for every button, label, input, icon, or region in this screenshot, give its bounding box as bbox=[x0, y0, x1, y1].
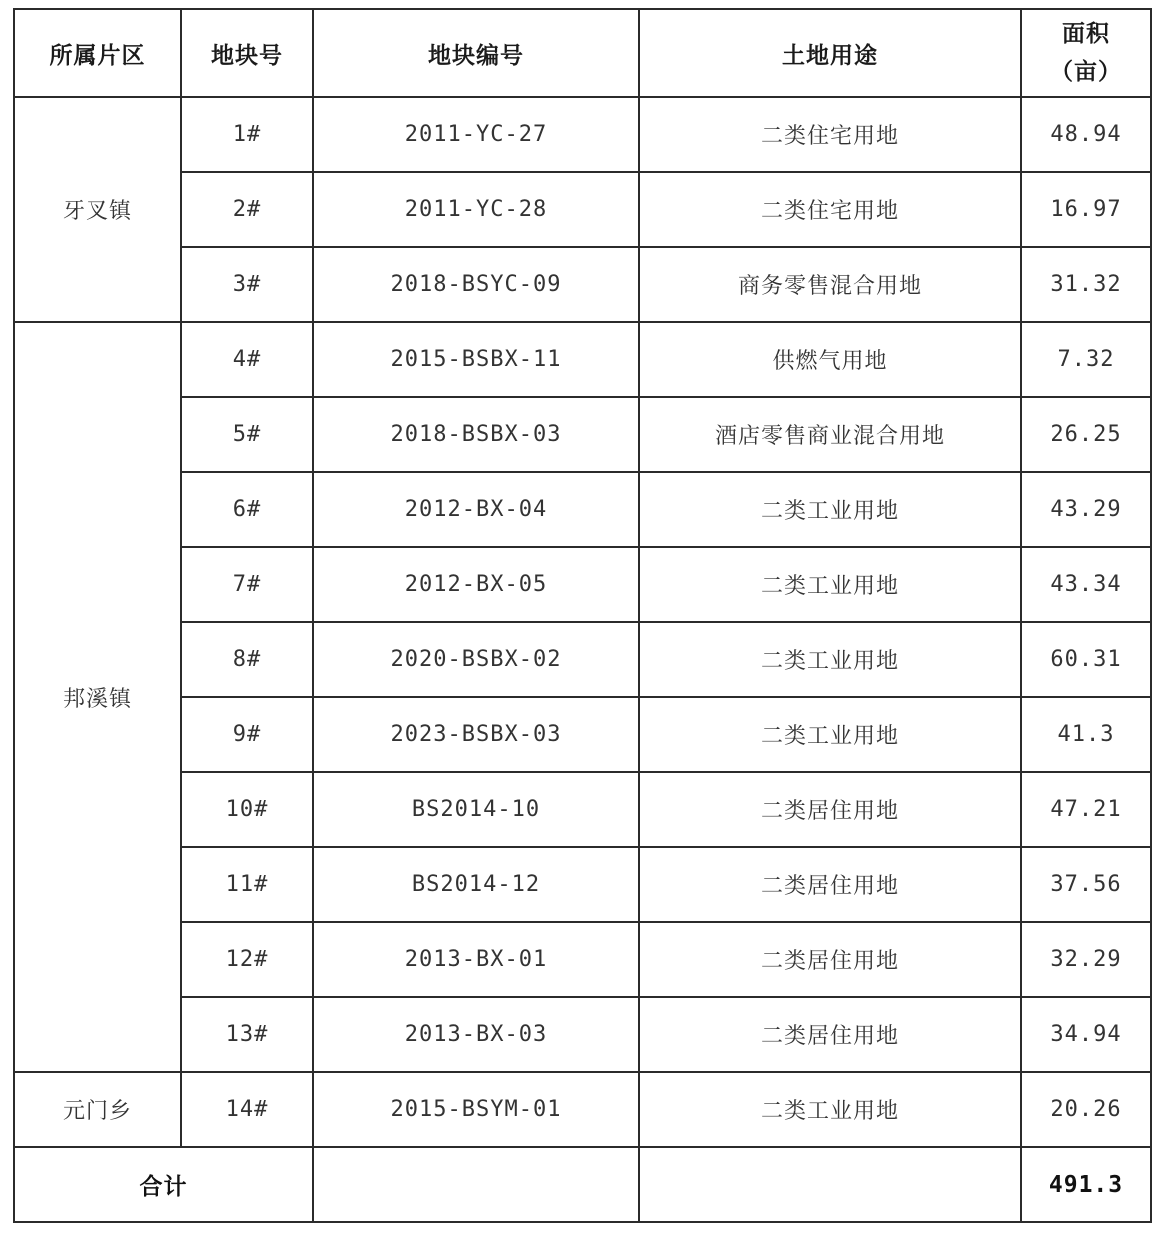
land-use-cell: 供燃气用地 bbox=[639, 322, 1021, 397]
table-row bbox=[14, 622, 1151, 697]
plot-no-cell: 14# bbox=[181, 1072, 313, 1147]
area-cell: 7.32 bbox=[1021, 322, 1151, 397]
land-use-cell: 二类住宅用地 bbox=[639, 172, 1021, 247]
land-use-cell: 酒店零售商业混合用地 bbox=[639, 397, 1021, 472]
header-area-label: 面积 bbox=[1062, 21, 1110, 47]
header-area bbox=[1021, 9, 1151, 97]
zone-cell: 邦溪镇 bbox=[14, 322, 181, 1072]
area-cell: 32.29 bbox=[1021, 922, 1151, 997]
plot-no-cell: 5# bbox=[181, 397, 313, 472]
plot-code-cell: 2011-YC-27 bbox=[313, 97, 639, 172]
land-use-cell: 二类住宅用地 bbox=[639, 97, 1021, 172]
area-cell: 43.34 bbox=[1021, 547, 1151, 622]
area-cell: 20.26 bbox=[1021, 1072, 1151, 1147]
table-row bbox=[14, 97, 1151, 172]
plot-no-cell: 3# bbox=[181, 247, 313, 322]
zone-cell: 元门乡 bbox=[14, 1072, 181, 1147]
zone-cell: 牙叉镇 bbox=[14, 97, 181, 322]
header-land-use: 土地用途 bbox=[639, 9, 1021, 97]
table-row bbox=[14, 472, 1151, 547]
land-use-cell: 二类工业用地 bbox=[639, 1072, 1021, 1147]
plot-code-cell: 2018-BSBX-03 bbox=[313, 397, 639, 472]
header-zone: 所属片区 bbox=[14, 9, 181, 97]
land-use-cell: 二类工业用地 bbox=[639, 697, 1021, 772]
land-use-cell: 二类居住用地 bbox=[639, 922, 1021, 997]
plot-no-cell: 1# bbox=[181, 97, 313, 172]
area-cell: 26.25 bbox=[1021, 397, 1151, 472]
total-empty-cell bbox=[313, 1147, 639, 1222]
table-row bbox=[14, 397, 1151, 472]
total-row bbox=[14, 1147, 1151, 1222]
area-cell: 60.31 bbox=[1021, 622, 1151, 697]
plot-code-cell: 2012-BX-04 bbox=[313, 472, 639, 547]
area-cell: 47.21 bbox=[1021, 772, 1151, 847]
table-row bbox=[14, 172, 1151, 247]
table-row bbox=[14, 772, 1151, 847]
plot-no-cell: 10# bbox=[181, 772, 313, 847]
land-use-cell: 商务零售混合用地 bbox=[639, 247, 1021, 322]
area-cell: 37.56 bbox=[1021, 847, 1151, 922]
plot-code-cell: BS2014-10 bbox=[313, 772, 639, 847]
header-plot-no: 地块号 bbox=[181, 9, 313, 97]
plot-code-cell: 2011-YC-28 bbox=[313, 172, 639, 247]
total-label: 合计 bbox=[14, 1147, 313, 1222]
area-cell: 16.97 bbox=[1021, 172, 1151, 247]
area-cell: 41.3 bbox=[1021, 697, 1151, 772]
plot-no-cell: 12# bbox=[181, 922, 313, 997]
plot-code-cell: 2020-BSBX-02 bbox=[313, 622, 639, 697]
plot-no-cell: 9# bbox=[181, 697, 313, 772]
plot-code-cell: 2013-BX-01 bbox=[313, 922, 639, 997]
land-plot-table bbox=[13, 8, 1152, 1223]
plot-code-cell: BS2014-12 bbox=[313, 847, 639, 922]
land-use-cell: 二类居住用地 bbox=[639, 847, 1021, 922]
land-use-cell: 二类居住用地 bbox=[639, 997, 1021, 1072]
area-cell: 43.29 bbox=[1021, 472, 1151, 547]
land-plot-table-container bbox=[13, 8, 1152, 1223]
plot-no-cell: 7# bbox=[181, 547, 313, 622]
total-empty-cell bbox=[639, 1147, 1021, 1222]
plot-code-cell: 2013-BX-03 bbox=[313, 997, 639, 1072]
plot-no-cell: 8# bbox=[181, 622, 313, 697]
plot-code-cell: 2018-BSYC-09 bbox=[313, 247, 639, 322]
land-use-cell: 二类居住用地 bbox=[639, 772, 1021, 847]
area-cell: 34.94 bbox=[1021, 997, 1151, 1072]
table-row bbox=[14, 322, 1151, 397]
table-row bbox=[14, 847, 1151, 922]
plot-no-cell: 4# bbox=[181, 322, 313, 397]
table-row bbox=[14, 997, 1151, 1072]
table-row bbox=[14, 1072, 1151, 1147]
table-row bbox=[14, 547, 1151, 622]
area-cell: 31.32 bbox=[1021, 247, 1151, 322]
plot-no-cell: 6# bbox=[181, 472, 313, 547]
plot-code-cell: 2015-BSBX-11 bbox=[313, 322, 639, 397]
table-row bbox=[14, 922, 1151, 997]
plot-code-cell: 2023-BSBX-03 bbox=[313, 697, 639, 772]
area-cell: 48.94 bbox=[1021, 97, 1151, 172]
header-plot-code: 地块编号 bbox=[313, 9, 639, 97]
plot-no-cell: 2# bbox=[181, 172, 313, 247]
header-area-unit: （亩） bbox=[1050, 59, 1122, 85]
header-row bbox=[14, 9, 1151, 97]
table-row bbox=[14, 247, 1151, 322]
plot-no-cell: 11# bbox=[181, 847, 313, 922]
table-row bbox=[14, 697, 1151, 772]
plot-no-cell: 13# bbox=[181, 997, 313, 1072]
land-use-cell: 二类工业用地 bbox=[639, 622, 1021, 697]
plot-code-cell: 2015-BSYM-01 bbox=[313, 1072, 639, 1147]
land-use-cell: 二类工业用地 bbox=[639, 547, 1021, 622]
land-use-cell: 二类工业用地 bbox=[639, 472, 1021, 547]
plot-code-cell: 2012-BX-05 bbox=[313, 547, 639, 622]
total-area: 491.3 bbox=[1021, 1147, 1151, 1222]
